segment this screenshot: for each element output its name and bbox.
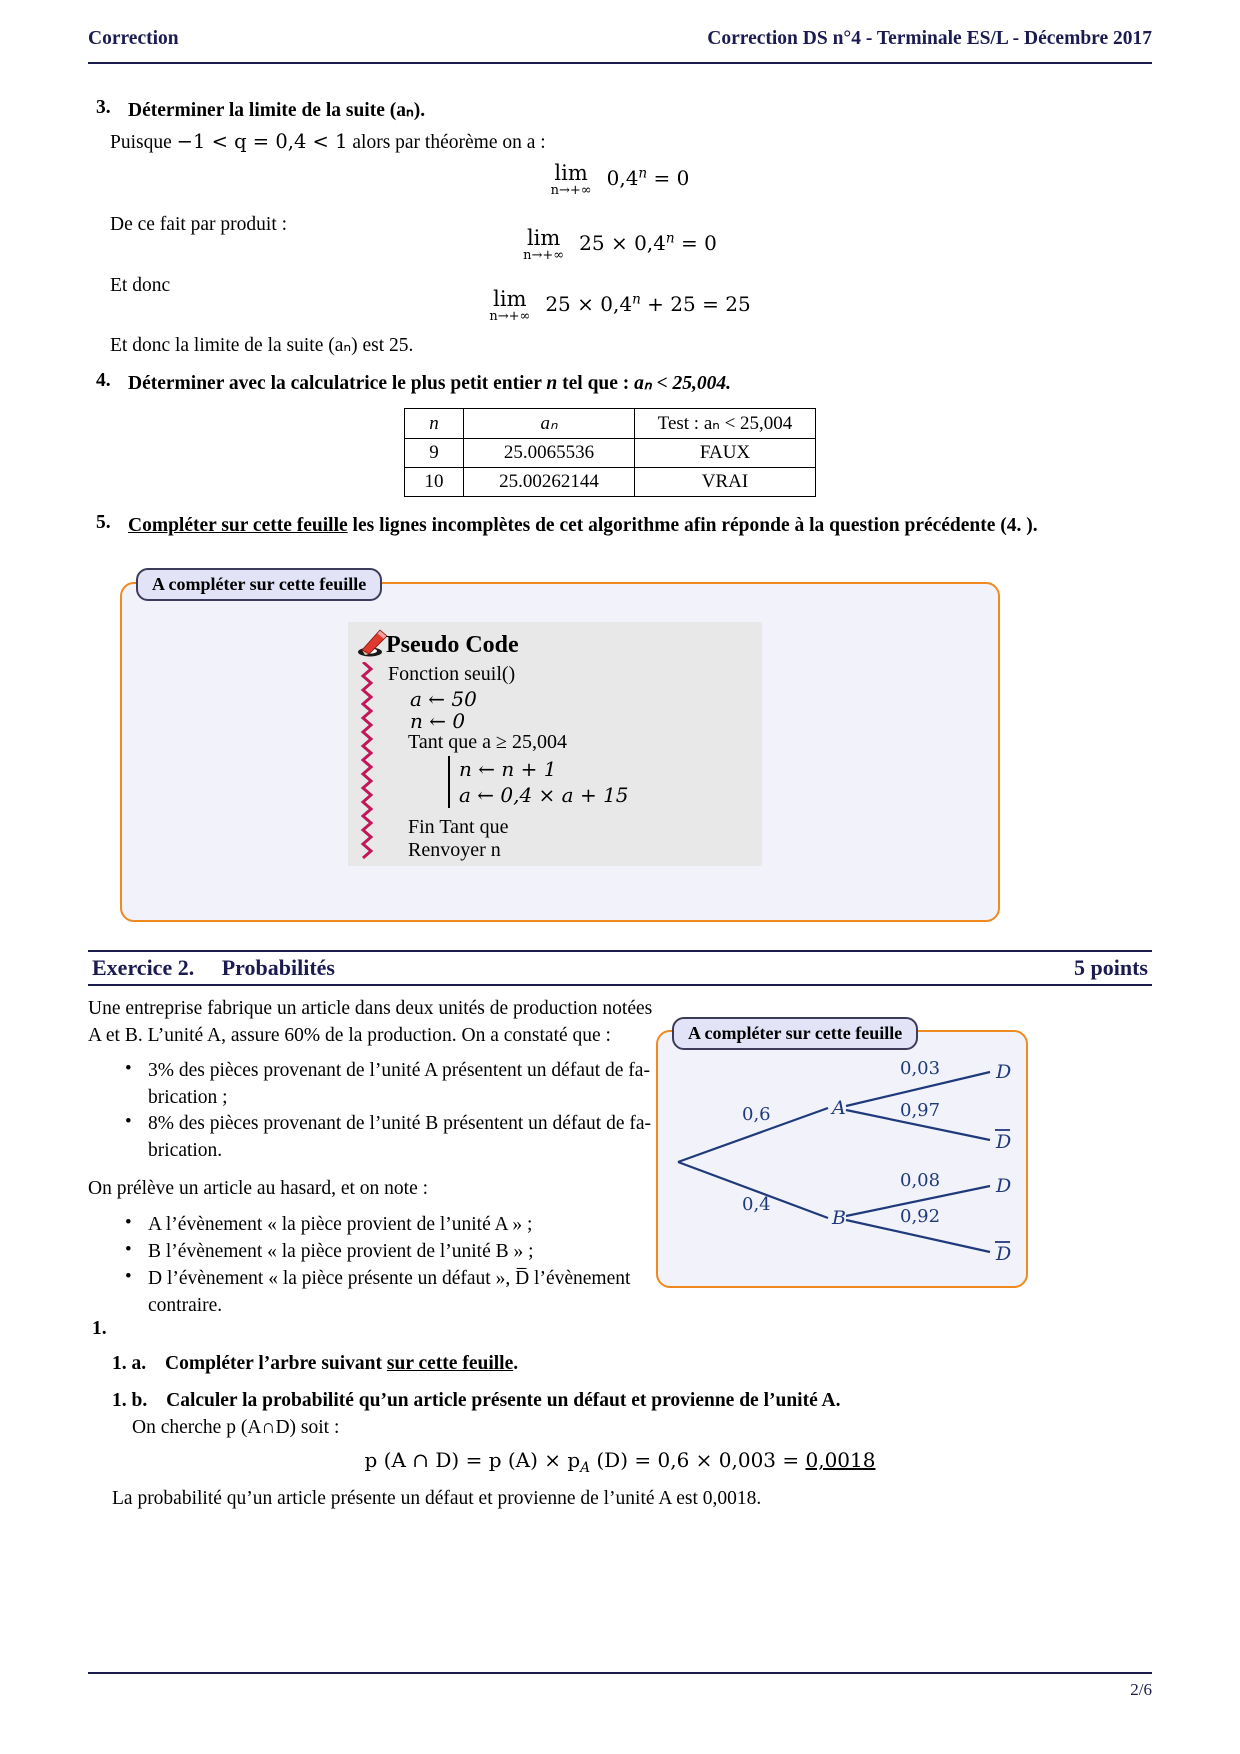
limit-subscript-3: n→+∞: [489, 309, 531, 324]
ex2-bullet-2a: 8% des pièces provenant de l’unité B présentent un défaut de fa-: [148, 1113, 652, 1134]
ex2-cherche: On cherche p (A∩D) soit :: [132, 1417, 340, 1438]
item1b-text: Calculer la probabilité qu’un article présente un défaut et provienne de l’unité A.: [166, 1390, 841, 1411]
eq1-body: 0,4: [606, 166, 639, 191]
q5-underlined: Compléter sur cette feuille: [128, 515, 348, 536]
item1b-num: 1. b.: [112, 1390, 148, 1411]
block-bar: [448, 756, 450, 808]
eq3-tail: + 25 = 25: [640, 292, 751, 317]
complete-box-tree-title: A compléter sur cette feuille: [672, 1017, 918, 1050]
ex2-item1: 1.: [92, 1318, 107, 1339]
ex2-conclusion: La probabilité qu’un article présente un défaut et provienne de l’unité A est 0,0018.: [112, 1488, 762, 1509]
bullet-dot: •: [125, 1111, 132, 1132]
q3-title: Déterminer la limite de la suite (aₙ).: [128, 100, 426, 121]
page-number: 2/6: [1130, 1680, 1152, 1699]
q3-line2: De ce fait par produit :: [110, 214, 288, 235]
cell-test-9: FAUX: [635, 439, 816, 468]
table-row: [405, 468, 816, 497]
limit-operator-3: [489, 289, 530, 324]
code-line-5: a ← 0,4 × a + 15: [459, 783, 629, 807]
exercise2-rule-bottom: [88, 984, 1152, 986]
item1a-text: Compléter l’arbre suivant: [165, 1353, 387, 1374]
eq2-tail: = 0: [674, 231, 717, 256]
eq2-exponent: n: [665, 230, 675, 247]
bullet-dot: •: [125, 1266, 132, 1287]
header-left: Correction: [88, 28, 179, 49]
bullet-dot: •: [125, 1212, 132, 1233]
tree-leaf-ADbar: D: [996, 1131, 1012, 1153]
ex2-item1a: [112, 1350, 518, 1377]
limit-lim-3: lim: [493, 287, 527, 311]
tree-node-B: B: [832, 1207, 846, 1229]
exercise2-title: Probabilités: [221, 955, 335, 980]
code-line-2: n ← 0: [410, 709, 466, 733]
ex2-equation: [88, 1448, 1152, 1476]
q4-number: 4.: [96, 370, 111, 391]
calculator-table: [404, 408, 816, 497]
footer-rule: [88, 1672, 1152, 1674]
eq1-exponent: n: [638, 165, 648, 182]
ex2-intro-line2: A et B. L’unité A, assure 60% de la production. On a constaté que :: [88, 1025, 611, 1046]
tree-prob-BD: 0,08: [900, 1170, 941, 1191]
tree-prob-AD: 0,03: [900, 1058, 941, 1079]
ex2-bullet-B: B l’évènement « la pièce provient de l’unité B » ;: [148, 1241, 534, 1262]
item1a-tail: .: [513, 1353, 519, 1374]
ex2-bullet-1a: 3% des pièces provenant de l’unité A présentent un défaut de fa-: [148, 1060, 650, 1081]
code-line-0: Fonction seuil(): [388, 663, 516, 685]
table-header-row: [405, 409, 816, 439]
q3-line4: Et donc la limite de la suite (aₙ) est 25.: [110, 335, 414, 356]
eq-result: 0,0018: [805, 1448, 876, 1472]
zigzag-decoration: [360, 662, 374, 860]
tree-leaf-BD: D: [996, 1175, 1012, 1197]
exercise2-label: Exercice 2.: [92, 955, 195, 980]
cell-an-10: 25.00262144: [464, 468, 635, 497]
code-line-6: Fin Tant que: [408, 816, 509, 838]
limit-operator-2: [523, 228, 564, 263]
limit-subscript: n→+∞: [550, 183, 592, 198]
eq-pad: p (A ∩ D) = p (A) × p: [364, 1448, 581, 1472]
q4-title-b: tel que :: [557, 373, 635, 394]
eq2-body: 25 × 0,4: [579, 231, 666, 256]
q3-equation-3: [88, 289, 1152, 324]
cell-test-10: VRAI: [635, 468, 816, 497]
tree-prob-BDbar: 0,92: [900, 1206, 941, 1227]
eq-pad-sub: A: [580, 1460, 591, 1476]
tree-leaf-BDbar: D: [996, 1243, 1012, 1265]
limit-lim-2: lim: [526, 226, 561, 250]
ex2-item1b: [112, 1387, 841, 1414]
complete-box-algorithm-title: A compléter sur cette feuille: [136, 568, 382, 601]
q3-number: 3.: [96, 97, 111, 118]
pseudo-code-title: Pseudo Code: [386, 632, 519, 658]
q5-number: 5.: [96, 512, 111, 533]
q5-title: [128, 512, 1038, 539]
q3-equation-2: [88, 228, 1152, 263]
pencil-icon: [356, 628, 390, 658]
eq3-body: 25 × 0,4: [545, 292, 633, 317]
q3-line3: Et donc: [110, 275, 171, 296]
q3-line1-a: Puisque: [110, 132, 177, 153]
tree-leaf-AD: D: [996, 1061, 1012, 1083]
limit-operator: [551, 163, 592, 198]
code-line-1: a ← 50: [410, 687, 477, 711]
cell-an-9: 25.0065536: [464, 439, 635, 468]
exercise2-header: [92, 955, 1148, 981]
bullet-dot: •: [125, 1058, 132, 1079]
q4-title-c: aₙ < 25,004.: [634, 373, 732, 394]
q4-title: [128, 370, 731, 397]
q3-equation-1: [88, 163, 1152, 198]
ex2-bullet-D: D l’évènement « la pièce présente un défaut », D̅ l’évènement: [148, 1268, 631, 1289]
th-n: n: [405, 409, 464, 439]
tree-prob-B: 0,4: [742, 1194, 771, 1215]
exercise2-rule-top: [88, 950, 1152, 952]
tree-prob-ADbar: 0,97: [900, 1100, 941, 1121]
exercise2-points: 5 points: [1074, 955, 1148, 980]
ex2-bullet-D2: contraire.: [148, 1295, 223, 1316]
limit-subscript-2: n→+∞: [523, 248, 565, 263]
item1a-num: 1. a.: [112, 1353, 147, 1374]
q3-line1-math: −1 < q = 0,4 < 1: [176, 130, 348, 153]
cell-n-9: 9: [405, 439, 464, 468]
bullet-dot: •: [125, 1239, 132, 1260]
tree-prob-A: 0,6: [742, 1104, 771, 1125]
q3-line1-b: alors par théorème on a :: [347, 132, 546, 153]
eq3-exponent: n: [632, 291, 641, 308]
th-an: aₙ: [464, 409, 635, 439]
tree-node-A: A: [832, 1097, 846, 1119]
limit-lim: lim: [554, 161, 588, 185]
table-row: [405, 439, 816, 468]
header-rule: [88, 62, 1152, 64]
item1a-uline: sur cette feuille: [386, 1353, 514, 1374]
eq1-tail: = 0: [647, 166, 690, 191]
code-line-3: Tant que a ≥ 25,004: [408, 731, 567, 753]
q4-title-a: Déterminer avec la calculatrice le plus petit entier: [128, 373, 547, 394]
ex2-mid: On prélève un article au hasard, et on note :: [88, 1178, 429, 1199]
q5-rest: les lignes incomplètes de cet algorithme afin réponde à la question précédente (4. ).: [347, 515, 1038, 536]
q4-title-n: n: [546, 373, 558, 394]
ex2-bullet-1b: brication ;: [148, 1087, 228, 1108]
code-line-4: n ← n + 1: [459, 757, 557, 781]
page-header: [88, 28, 1152, 62]
header-right: Correction DS n°4 - Terminale ES/L - Décembre 2017: [707, 28, 1152, 49]
exercise2-left: [92, 955, 335, 981]
th-test: Test : aₙ < 25,004: [635, 409, 816, 439]
q3-line1: [110, 128, 546, 156]
probability-tree: [660, 1040, 1024, 1284]
ex2-bullet-2b: brication.: [148, 1140, 223, 1161]
eq-pad2: (D) = 0,6 × 0,003 =: [590, 1448, 806, 1472]
code-line-7: Renvoyer n: [408, 839, 501, 861]
ex2-intro-line1: Une entreprise fabrique un article dans deux unités de production notées: [88, 998, 653, 1019]
cell-n-10: 10: [405, 468, 464, 497]
ex2-bullet-A: A l’évènement « la pièce provient de l’unité A » ;: [148, 1214, 533, 1235]
